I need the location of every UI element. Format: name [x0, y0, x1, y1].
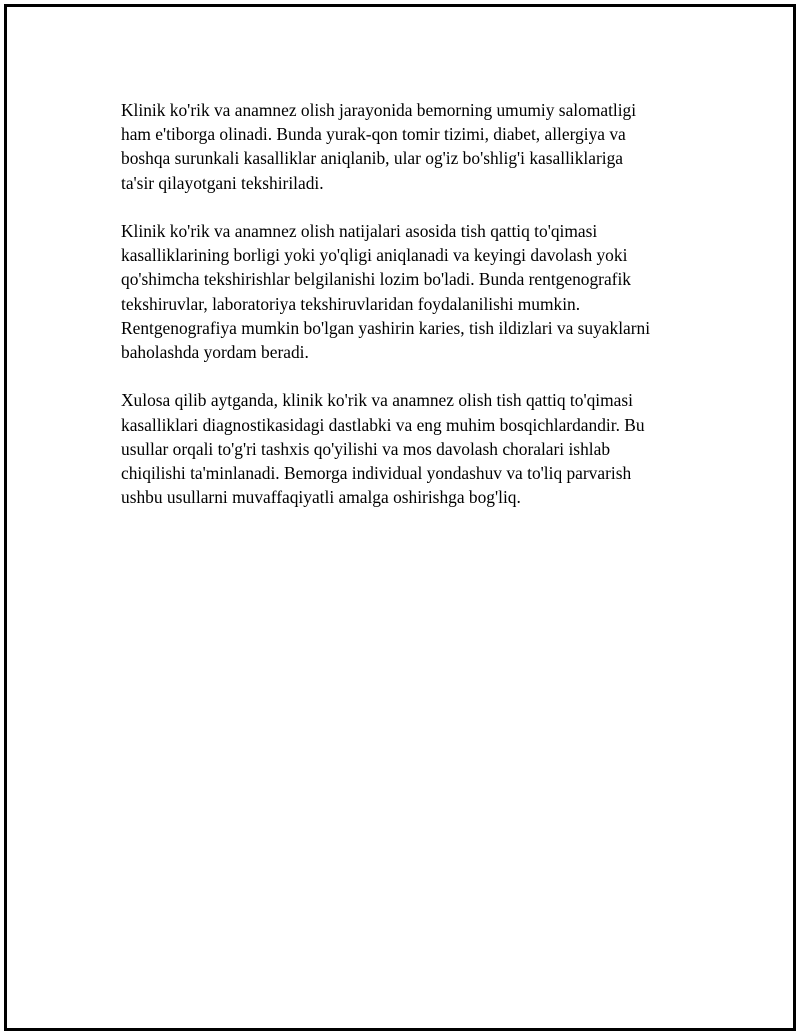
text-line: chiqilishi ta'minlanadi. Bemorga individual yondashuv va to'liq parvarish	[121, 463, 632, 484]
text-line: Klinik ko'rik va anamnez olish jarayonida bemorning umumiy salomatligi	[121, 100, 637, 120]
text-line: qo'shimcha tekshirishlar belgilanishi lozim bo'ladi. Bunda rentgenografik	[121, 269, 632, 290]
text-line: ushbu usullarni muvaffaqiyatli amalga oshirishga bog'liq.	[121, 487, 521, 508]
text-line: Xulosa qilib aytganda, klinik ko'rik va anamnez olish tish qattiq to'qimasi	[121, 390, 633, 411]
text-line: kasalliklarining borligi yoki yo'qligi aniqlanadi va keyingi davolash yoki	[121, 245, 628, 266]
page-border	[4, 4, 796, 1031]
text-line: tekshiruvlar, laboratoriya tekshiruvlaridan foydalanilishi mumkin.	[121, 293, 581, 314]
text-line: Klinik ko'rik va anamnez olish natijalari asosida tish qattiq to'qimasi	[121, 221, 598, 241]
text-line: Rentgenografiya mumkin bo'lgan yashirin karies, tish ildizlari va suyaklarni	[121, 317, 651, 338]
text-line: boshqa surunkali kasalliklar aniqlanib, ular og'iz bo'shlig'i kasalliklariga	[121, 148, 624, 169]
paragraph-1	[121, 98, 701, 195]
text-line: ta'sir qilayotgani tekshiriladi.	[121, 172, 324, 193]
text-line: baholashda yordam beradi.	[121, 342, 309, 363]
text-line: usullar orqali to'g'ri tashxis qo'yilishi va mos davolash choralari ishlab	[121, 438, 611, 459]
paragraph-2	[121, 219, 701, 364]
document-body	[121, 98, 701, 534]
text-line: ham e'tiborga olinadi. Bunda yurak-qon tomir tizimi, diabet, allergiya va	[121, 124, 626, 145]
text-line: kasalliklari diagnostikasidagi dastlabki va eng muhim bosqichlardandir. Bu	[121, 414, 645, 435]
paragraph-3	[121, 388, 701, 509]
